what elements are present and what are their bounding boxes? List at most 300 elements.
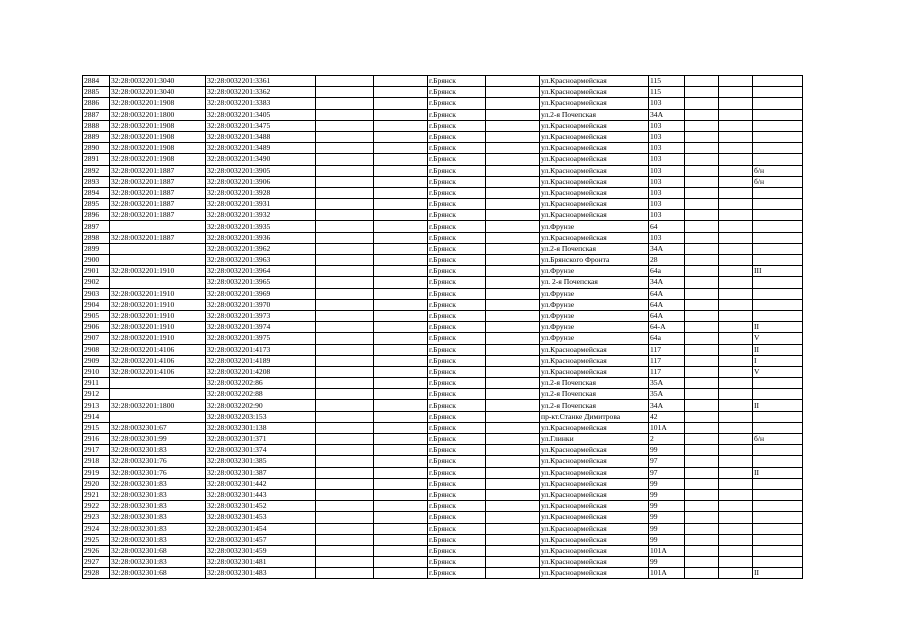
house-number-cell: 115 [649, 76, 685, 87]
city-cell: г.Брянск [428, 434, 486, 445]
table-row [83, 445, 803, 456]
empty-cell-e [719, 187, 753, 198]
empty-cell-d [685, 434, 719, 445]
empty-cell-d [685, 120, 719, 131]
empty-cell-e [719, 534, 753, 545]
empty-cell-d [685, 176, 719, 187]
street-cell: ул.Красноармейская [540, 131, 649, 142]
street-cell: ул.Фрунзе [540, 310, 649, 321]
house-number-cell: 64-А [649, 322, 685, 333]
cadastral-number-cell: 32:28:0032201:3405 [206, 109, 316, 120]
table-row [83, 322, 803, 333]
empty-cell-e [719, 557, 753, 568]
house-number-cell: 103 [649, 154, 685, 165]
street-cell: ул.Красноармейская [540, 534, 649, 545]
city-cell: г.Брянск [428, 255, 486, 266]
cadastral-number-cell: 32:28:0032201:3905 [206, 165, 316, 176]
empty-cell-c [486, 456, 540, 467]
parent-cadastral-number-cell: 32:28:0032301:76 [110, 456, 206, 467]
empty-cell-b [374, 545, 428, 556]
city-cell: г.Брянск [428, 76, 486, 87]
street-cell: ул.Красноармейская [540, 76, 649, 87]
empty-cell-c [486, 310, 540, 321]
street-cell: ул.Красноармейская [540, 501, 649, 512]
cadastral-number-cell: 32:28:0032201:3932 [206, 210, 316, 221]
table-row [83, 210, 803, 221]
street-cell: ул.Красноармейская [540, 557, 649, 568]
table-row [83, 266, 803, 277]
empty-cell-d [685, 288, 719, 299]
house-number-cell: 64А [649, 310, 685, 321]
empty-cell-d [685, 187, 719, 198]
empty-cell-b [374, 489, 428, 500]
empty-cell-c [486, 322, 540, 333]
empty-cell-d [685, 344, 719, 355]
cadastral-number-cell: 32:28:0032202:86 [206, 378, 316, 389]
cadastral-number-cell: 32:28:0032301:442 [206, 478, 316, 489]
parent-cadastral-number-cell: 32:28:0032201:1887 [110, 199, 206, 210]
empty-cell-e [719, 489, 753, 500]
empty-cell-b [374, 120, 428, 131]
empty-cell-b [374, 98, 428, 109]
empty-cell-e [719, 389, 753, 400]
empty-cell-d [685, 445, 719, 456]
cadastral-number-cell: 32:28:0032201:3974 [206, 322, 316, 333]
parent-cadastral-number-cell: 32:28:0032301:68 [110, 568, 206, 579]
house-number-cell: 99 [649, 512, 685, 523]
empty-cell-c [486, 434, 540, 445]
table-row [83, 299, 803, 310]
empty-cell-d [685, 389, 719, 400]
table-row [83, 400, 803, 411]
empty-cell-a [316, 288, 374, 299]
row-number-cell: 2921 [83, 489, 110, 500]
cadastral-number-cell: 32:28:0032202:90 [206, 400, 316, 411]
empty-cell-d [685, 266, 719, 277]
empty-cell-c [486, 243, 540, 254]
empty-cell-c [486, 445, 540, 456]
empty-cell-c [486, 400, 540, 411]
empty-cell-d [685, 143, 719, 154]
empty-cell-c [486, 109, 540, 120]
note-cell [753, 534, 803, 545]
empty-cell-d [685, 199, 719, 210]
empty-cell-d [685, 310, 719, 321]
row-number-cell: 2915 [83, 422, 110, 433]
empty-cell-b [374, 456, 428, 467]
empty-cell-d [685, 366, 719, 377]
empty-cell-a [316, 322, 374, 333]
empty-cell-a [316, 501, 374, 512]
table-row [83, 131, 803, 142]
empty-cell-b [374, 333, 428, 344]
cadastral-number-cell: 32:28:0032301:385 [206, 456, 316, 467]
cadastral-number-cell: 32:28:0032301:454 [206, 523, 316, 534]
city-cell: г.Брянск [428, 344, 486, 355]
empty-cell-e [719, 467, 753, 478]
parent-cadastral-number-cell: 32:28:0032201:1910 [110, 266, 206, 277]
table-row [83, 523, 803, 534]
empty-cell-a [316, 187, 374, 198]
street-cell: ул.Красноармейская [540, 489, 649, 500]
parent-cadastral-number-cell [110, 389, 206, 400]
row-number-cell: 2914 [83, 411, 110, 422]
empty-cell-c [486, 299, 540, 310]
empty-cell-e [719, 322, 753, 333]
city-cell: г.Брянск [428, 557, 486, 568]
house-number-cell: 103 [649, 199, 685, 210]
empty-cell-b [374, 199, 428, 210]
street-cell: ул.Красноармейская [540, 143, 649, 154]
house-number-cell: 99 [649, 557, 685, 568]
empty-cell-b [374, 266, 428, 277]
city-cell: г.Брянск [428, 389, 486, 400]
empty-cell-a [316, 98, 374, 109]
city-cell: г.Брянск [428, 400, 486, 411]
empty-cell-c [486, 143, 540, 154]
cadastral-number-cell: 32:28:0032201:3931 [206, 199, 316, 210]
house-number-cell: 34А [649, 400, 685, 411]
cadastral-number-cell: 32:28:0032201:3962 [206, 243, 316, 254]
house-number-cell: 99 [649, 489, 685, 500]
row-number-cell: 2903 [83, 288, 110, 299]
city-cell: г.Брянск [428, 288, 486, 299]
city-cell: г.Брянск [428, 568, 486, 579]
parent-cadastral-number-cell: 32:28:0032301:76 [110, 467, 206, 478]
empty-cell-d [685, 210, 719, 221]
table-row [83, 232, 803, 243]
house-number-cell: 99 [649, 523, 685, 534]
parent-cadastral-number-cell [110, 255, 206, 266]
city-cell: г.Брянск [428, 120, 486, 131]
house-number-cell: 64а [649, 266, 685, 277]
table-row [83, 243, 803, 254]
city-cell: г.Брянск [428, 411, 486, 422]
note-cell: II [753, 568, 803, 579]
street-cell: ул.Фрунзе [540, 333, 649, 344]
cadastral-number-cell: 32:28:0032201:3906 [206, 176, 316, 187]
street-cell: ул.Красноармейская [540, 87, 649, 98]
house-number-cell: 99 [649, 534, 685, 545]
empty-cell-b [374, 299, 428, 310]
table-row [83, 288, 803, 299]
empty-cell-a [316, 422, 374, 433]
house-number-cell: 103 [649, 176, 685, 187]
empty-cell-c [486, 378, 540, 389]
house-number-cell: 34А [649, 277, 685, 288]
row-number-cell: 2917 [83, 445, 110, 456]
empty-cell-b [374, 232, 428, 243]
note-cell: V [753, 366, 803, 377]
cadastral-number-cell: 32:28:0032301:452 [206, 501, 316, 512]
row-number-cell: 2904 [83, 299, 110, 310]
empty-cell-b [374, 400, 428, 411]
empty-cell-b [374, 422, 428, 433]
empty-cell-c [486, 389, 540, 400]
parent-cadastral-number-cell: 32:28:0032301:83 [110, 512, 206, 523]
empty-cell-c [486, 87, 540, 98]
empty-cell-b [374, 344, 428, 355]
empty-cell-b [374, 523, 428, 534]
empty-cell-d [685, 545, 719, 556]
parent-cadastral-number-cell: 32:28:0032201:1908 [110, 98, 206, 109]
note-cell: V [753, 333, 803, 344]
empty-cell-c [486, 221, 540, 232]
table-row [83, 165, 803, 176]
city-cell: г.Брянск [428, 165, 486, 176]
parent-cadastral-number-cell: 32:28:0032301:83 [110, 523, 206, 534]
empty-cell-b [374, 355, 428, 366]
house-number-cell: 103 [649, 210, 685, 221]
cadastral-number-cell: 32:28:0032301:374 [206, 445, 316, 456]
city-cell: г.Брянск [428, 199, 486, 210]
row-number-cell: 2885 [83, 87, 110, 98]
table-row [83, 568, 803, 579]
cadastral-number-cell: 32:28:0032301:387 [206, 467, 316, 478]
empty-cell-e [719, 199, 753, 210]
street-cell: ул.Красноармейская [540, 176, 649, 187]
empty-cell-e [719, 512, 753, 523]
row-number-cell: 2886 [83, 98, 110, 109]
empty-cell-e [719, 120, 753, 131]
empty-cell-d [685, 534, 719, 545]
street-cell: ул.Фрунзе [540, 299, 649, 310]
empty-cell-e [719, 87, 753, 98]
house-number-cell: 99 [649, 445, 685, 456]
row-number-cell: 2890 [83, 143, 110, 154]
note-cell: III [753, 266, 803, 277]
parent-cadastral-number-cell: 32:28:0032301:83 [110, 534, 206, 545]
empty-cell-c [486, 165, 540, 176]
empty-cell-c [486, 176, 540, 187]
cadastral-number-cell: 32:28:0032201:3490 [206, 154, 316, 165]
cadastral-number-cell: 32:28:0032201:3963 [206, 255, 316, 266]
empty-cell-c [486, 232, 540, 243]
house-number-cell: 64 [649, 221, 685, 232]
row-number-cell: 2888 [83, 120, 110, 131]
empty-cell-b [374, 389, 428, 400]
empty-cell-b [374, 288, 428, 299]
row-number-cell: 2923 [83, 512, 110, 523]
row-number-cell: 2928 [83, 568, 110, 579]
empty-cell-a [316, 467, 374, 478]
empty-cell-e [719, 143, 753, 154]
cadastral-number-cell: 32:28:0032301:457 [206, 534, 316, 545]
cadastral-number-cell: 32:28:0032201:3383 [206, 98, 316, 109]
note-cell [753, 478, 803, 489]
empty-cell-a [316, 120, 374, 131]
row-number-cell: 2909 [83, 355, 110, 366]
empty-cell-a [316, 266, 374, 277]
empty-cell-a [316, 400, 374, 411]
empty-cell-b [374, 210, 428, 221]
empty-cell-a [316, 344, 374, 355]
empty-cell-a [316, 389, 374, 400]
empty-cell-b [374, 378, 428, 389]
empty-cell-e [719, 355, 753, 366]
city-cell: г.Брянск [428, 534, 486, 545]
empty-cell-a [316, 512, 374, 523]
note-cell [753, 109, 803, 120]
empty-cell-d [685, 568, 719, 579]
city-cell: г.Брянск [428, 109, 486, 120]
table-row [83, 489, 803, 500]
street-cell: ул.Красноармейская [540, 422, 649, 433]
city-cell: г.Брянск [428, 378, 486, 389]
parent-cadastral-number-cell: 32:28:0032201:1887 [110, 165, 206, 176]
house-number-cell: 103 [649, 98, 685, 109]
empty-cell-b [374, 478, 428, 489]
empty-cell-a [316, 131, 374, 142]
cadastral-number-cell: 32:28:0032201:3361 [206, 76, 316, 87]
empty-cell-d [685, 243, 719, 254]
street-cell: ул. 2-я Почепская [540, 277, 649, 288]
empty-cell-a [316, 299, 374, 310]
empty-cell-b [374, 310, 428, 321]
parent-cadastral-number-cell: 32:28:0032201:1887 [110, 176, 206, 187]
house-number-cell: 2 [649, 434, 685, 445]
note-cell [753, 154, 803, 165]
empty-cell-c [486, 266, 540, 277]
street-cell: пр-кт.Станке Димитрова [540, 411, 649, 422]
row-number-cell: 2927 [83, 557, 110, 568]
note-cell: II [753, 400, 803, 411]
parent-cadastral-number-cell: 32:28:0032301:68 [110, 545, 206, 556]
empty-cell-d [685, 232, 719, 243]
house-number-cell: 35А [649, 378, 685, 389]
note-cell [753, 545, 803, 556]
row-number-cell: 2900 [83, 255, 110, 266]
empty-cell-e [719, 154, 753, 165]
row-number-cell: 2926 [83, 545, 110, 556]
empty-cell-b [374, 154, 428, 165]
empty-cell-e [719, 400, 753, 411]
empty-cell-e [719, 366, 753, 377]
empty-cell-d [685, 557, 719, 568]
note-cell [753, 456, 803, 467]
table-row [83, 478, 803, 489]
table-row [83, 512, 803, 523]
empty-cell-b [374, 366, 428, 377]
note-cell [753, 445, 803, 456]
house-number-cell: 99 [649, 478, 685, 489]
note-cell [753, 288, 803, 299]
empty-cell-d [685, 277, 719, 288]
cadastral-number-cell: 32:28:0032202:88 [206, 389, 316, 400]
city-cell: г.Брянск [428, 422, 486, 433]
empty-cell-d [685, 411, 719, 422]
cadastral-number-cell: 32:28:0032201:3475 [206, 120, 316, 131]
empty-cell-d [685, 467, 719, 478]
note-cell [753, 221, 803, 232]
city-cell: г.Брянск [428, 266, 486, 277]
empty-cell-e [719, 299, 753, 310]
cadastral-number-cell: 32:28:0032301:138 [206, 422, 316, 433]
empty-cell-e [719, 478, 753, 489]
row-number-cell: 2896 [83, 210, 110, 221]
empty-cell-a [316, 165, 374, 176]
note-cell [753, 512, 803, 523]
empty-cell-b [374, 131, 428, 142]
house-number-cell: 64А [649, 288, 685, 299]
cadastral-number-cell: 32:28:0032201:3936 [206, 232, 316, 243]
house-number-cell: 117 [649, 366, 685, 377]
note-cell [753, 187, 803, 198]
empty-cell-b [374, 109, 428, 120]
house-number-cell: 101А [649, 545, 685, 556]
empty-cell-a [316, 456, 374, 467]
row-number-cell: 2910 [83, 366, 110, 377]
empty-cell-e [719, 176, 753, 187]
table-row [83, 333, 803, 344]
note-cell: II [753, 322, 803, 333]
empty-cell-d [685, 523, 719, 534]
table-row [83, 187, 803, 198]
empty-cell-c [486, 199, 540, 210]
house-number-cell: 115 [649, 87, 685, 98]
empty-cell-a [316, 221, 374, 232]
house-number-cell: 117 [649, 344, 685, 355]
empty-cell-d [685, 98, 719, 109]
parent-cadastral-number-cell: 32:28:0032201:1908 [110, 131, 206, 142]
parent-cadastral-number-cell: 32:28:0032201:1887 [110, 210, 206, 221]
empty-cell-a [316, 378, 374, 389]
table-row [83, 411, 803, 422]
empty-cell-c [486, 512, 540, 523]
row-number-cell: 2902 [83, 277, 110, 288]
city-cell: г.Брянск [428, 210, 486, 221]
empty-cell-e [719, 288, 753, 299]
cadastral-number-cell: 32:28:0032203:153 [206, 411, 316, 422]
city-cell: г.Брянск [428, 445, 486, 456]
house-number-cell: 34А [649, 109, 685, 120]
empty-cell-a [316, 143, 374, 154]
table-row [83, 310, 803, 321]
empty-cell-c [486, 489, 540, 500]
parent-cadastral-number-cell: 32:28:0032301:83 [110, 445, 206, 456]
empty-cell-a [316, 255, 374, 266]
street-cell: ул.Красноармейская [540, 456, 649, 467]
note-cell [753, 557, 803, 568]
table-row [83, 456, 803, 467]
empty-cell-e [719, 378, 753, 389]
parent-cadastral-number-cell: 32:28:0032201:1908 [110, 120, 206, 131]
table-row [83, 154, 803, 165]
cadastral-number-cell: 32:28:0032201:3973 [206, 310, 316, 321]
parent-cadastral-number-cell: 32:28:0032201:1887 [110, 232, 206, 243]
empty-cell-a [316, 109, 374, 120]
street-cell: ул.Красноармейская [540, 165, 649, 176]
note-cell [753, 243, 803, 254]
street-cell: ул.2-я Почепская [540, 243, 649, 254]
city-cell: г.Брянск [428, 489, 486, 500]
note-cell [753, 523, 803, 534]
empty-cell-d [685, 400, 719, 411]
house-number-cell: 64а [649, 333, 685, 344]
empty-cell-b [374, 221, 428, 232]
row-number-cell: 2919 [83, 467, 110, 478]
empty-cell-d [685, 299, 719, 310]
empty-cell-c [486, 333, 540, 344]
cadastral-number-cell: 32:28:0032301:443 [206, 489, 316, 500]
cadastral-number-cell: 32:28:0032301:459 [206, 545, 316, 556]
empty-cell-e [719, 232, 753, 243]
empty-cell-d [685, 322, 719, 333]
row-number-cell: 2892 [83, 165, 110, 176]
empty-cell-a [316, 154, 374, 165]
house-number-cell: 97 [649, 467, 685, 478]
street-cell: ул.Красноармейская [540, 366, 649, 377]
